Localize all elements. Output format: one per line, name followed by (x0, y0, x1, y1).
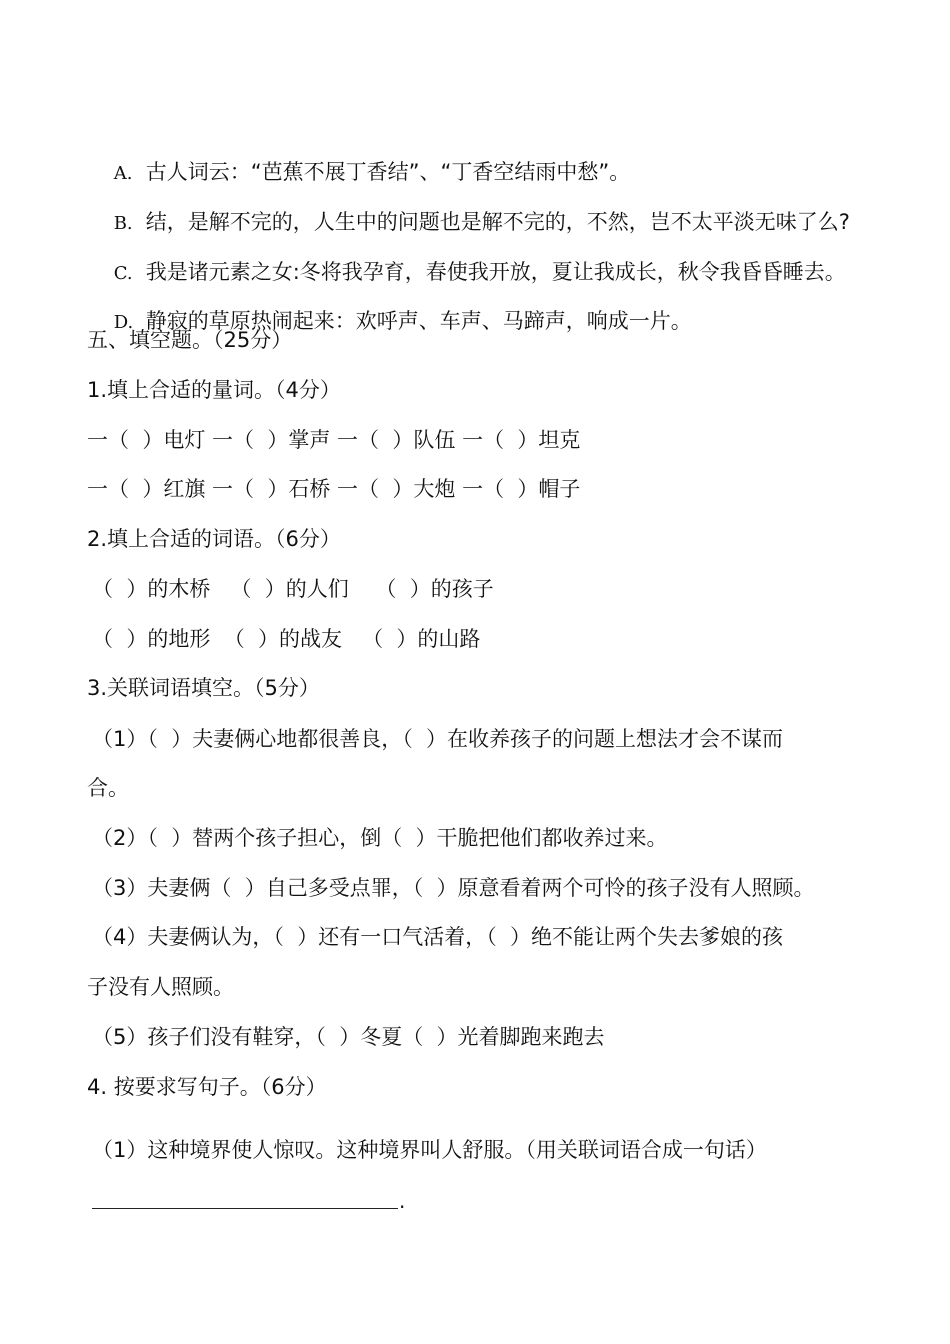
question-4-title: 4. 按要求写句子。（6分） (87, 1075, 327, 1099)
conjunction-item: （2）（ ）替两个孩子担心，倒（ ）干脆把他们都收养过来。 (92, 826, 668, 850)
conjunction-item: （1）（ ）夫妻俩心地都很善良，（ ）在收养孩子的问题上想法才会不谋而 (92, 727, 784, 751)
conjunction-item: （5）孩子们没有鞋穿，（ ）冬夏（ ）光着脚跑来跑去 (92, 1025, 605, 1049)
option-label: D. (113, 312, 134, 333)
option-text: 古人词云：“芭蕉不展丁香结”、“丁香空结雨中愁”。 (145, 160, 631, 184)
conjunction-item-continued: 子没有人照顾。 (87, 975, 234, 999)
word-fill-row: （ ）的地形 （ ）的战友 （ ）的山路 (92, 627, 481, 651)
sentence-task: （1）这种境界使人惊叹。这种境界叫人舒服。（用关联词语合成一句话） (92, 1138, 767, 1162)
word-fill-row: （ ）的木桥 （ ）的人们 （ ）的孩子 (92, 577, 494, 601)
option-text: 静寂的草原热闹起来：欢呼声、车声、马蹄声，响成一片。 (145, 309, 692, 333)
section-title: 五、填空题。（25分） (87, 328, 293, 352)
option-label: C. (113, 263, 133, 284)
question-3-title: 3.关联词语填空。（5分） (87, 676, 320, 700)
conjunction-item-continued: 合。 (87, 776, 129, 800)
option-label: A. (113, 163, 133, 184)
question-2-title: 2.填上合适的词语。（6分） (87, 527, 341, 551)
conjunction-item: （3）夫妻俩（ ）自己多受点罪，（ ）原意看着两个可怜的孩子没有人照顾。 (92, 876, 815, 900)
measure-word-row: 一（ ）红旗 一（ ）石桥 一（ ）大炮 一（ ）帽子 (87, 477, 581, 501)
answer-period: . (399, 1189, 406, 1213)
option-label: B. (113, 213, 133, 234)
measure-word-row: 一（ ）电灯 一（ ）掌声 一（ ）队伍 一（ ）坦克 (87, 428, 581, 452)
conjunction-item: （4）夫妻俩认为，（ ）还有一口气活着，（ ）绝不能让两个失去爹娘的孩 (92, 925, 784, 949)
option-text: 我是诸元素之女:冬将我孕育，春使我开放，夏让我成长，秋令我昏昏睡去。 (145, 260, 846, 284)
answer-blank-line[interactable] (92, 1208, 398, 1209)
option-text: 结，是解不完的，人生中的问题也是解不完的，不然，岂不太平淡无味了么? (145, 210, 850, 234)
question-1-title: 1.填上合适的量词。（4分） (87, 378, 341, 402)
